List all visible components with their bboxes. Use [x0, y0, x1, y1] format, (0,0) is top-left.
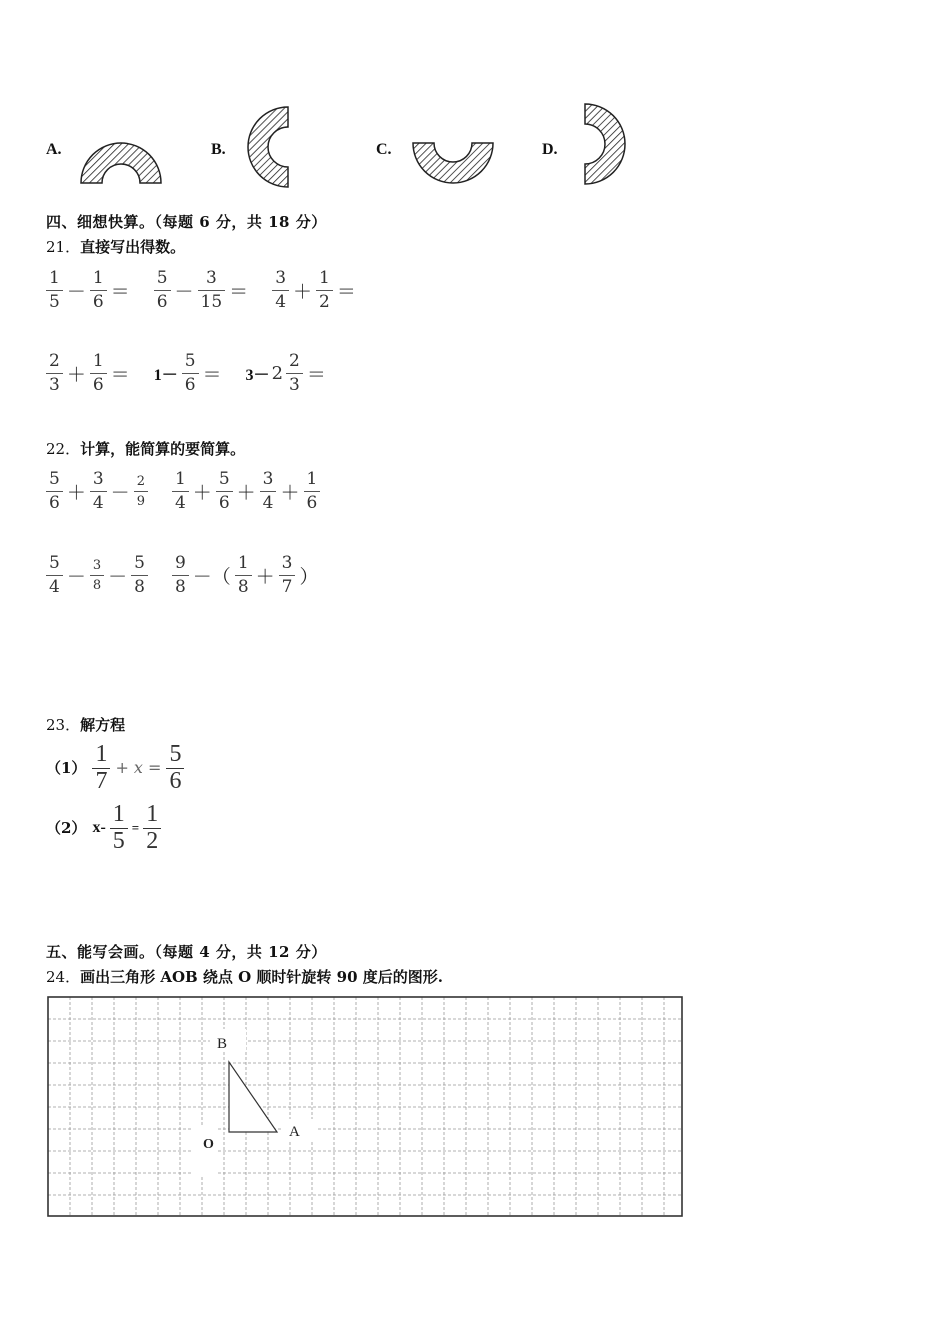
- operator: ＋: [66, 364, 86, 386]
- operator: －（: [192, 566, 231, 588]
- q24-number: 24．: [46, 968, 81, 986]
- fraction: $\frac{5}{8}$: [131, 555, 148, 596]
- fraction: $\frac{5}{6}$: [182, 353, 199, 394]
- option-c-label[interactable]: C.: [376, 141, 392, 158]
- equals-sign: ＝: [110, 364, 130, 386]
- close-paren: ）: [299, 566, 319, 588]
- label-patch: [210, 1029, 246, 1051]
- lead-term: x-: [92, 818, 106, 836]
- fraction: $\frac{1}{2}$: [143, 802, 161, 853]
- equals-sign: ＝: [202, 364, 222, 386]
- grid-border: [48, 997, 682, 1216]
- operator: ＋: [192, 482, 212, 504]
- option-d-shape: [585, 104, 625, 184]
- q22-title: [46, 438, 245, 459]
- q22-row2: [44, 555, 321, 596]
- fraction: $\frac{1}{6}$: [90, 270, 107, 311]
- point-b-label: B: [217, 1036, 228, 1052]
- label-patch: [282, 1119, 318, 1141]
- option-d-label[interactable]: D.: [542, 141, 558, 158]
- q21-row1: [44, 270, 358, 311]
- q23-number: 23．: [46, 716, 81, 734]
- rotation-grid: [46, 995, 686, 1220]
- q22-text: 计算，能简算的要简算。: [80, 440, 246, 458]
- q21-row2: [44, 353, 328, 394]
- option-b-shape: [248, 107, 288, 187]
- triangle-aob: [229, 1062, 277, 1132]
- label-patch: [191, 1127, 217, 1177]
- section-4-title: 四、细想快算。（每题 6 分，共 18 分）: [46, 213, 327, 231]
- section-5-title: 五、能写会画。（每题 4 分，共 12 分）: [46, 943, 327, 961]
- operator: ＋: [255, 566, 275, 588]
- fraction: $\frac{1}{5}$: [46, 270, 63, 311]
- fraction: $\frac{3}{8}$: [90, 559, 104, 592]
- q21-text: 直接写出得数。: [80, 238, 186, 256]
- fraction: $\frac{1}{4}$: [172, 471, 189, 512]
- mixed-whole: 2: [271, 363, 284, 384]
- fraction: $\frac{3}{7}$: [279, 555, 296, 596]
- operator: ＋: [66, 482, 86, 504]
- grid-lines: [48, 997, 682, 1216]
- fraction: $\frac{3}{15}$: [198, 270, 226, 311]
- q24-text: 画出三角形 AOB 绕点 O 顺时针旋转 90 度后的图形.: [80, 968, 443, 986]
- fraction: $\frac{9}{8}$: [172, 555, 189, 596]
- equation-label: （1）: [46, 759, 87, 777]
- operator: ＋: [293, 281, 313, 303]
- operator: －: [108, 566, 128, 588]
- equation-middle: + x =: [115, 758, 162, 777]
- point-o-label: O: [203, 1137, 214, 1152]
- fraction: $\frac{5}{6}$: [166, 742, 184, 793]
- option-b-label[interactable]: B.: [211, 141, 226, 158]
- q23-text: 解方程: [80, 716, 126, 734]
- equals-sign: ＝: [229, 281, 249, 303]
- equals-sign: ＝: [336, 281, 356, 303]
- option-a-label[interactable]: A.: [46, 141, 62, 158]
- fraction: $\frac{3}{4}$: [272, 270, 289, 311]
- fraction: $\frac{1}{2}$: [316, 270, 333, 311]
- fraction: $\frac{1}{7}$: [92, 742, 110, 793]
- lead-term: 1－: [153, 367, 178, 384]
- fraction: $\frac{2}{9}$: [134, 475, 148, 508]
- operator: －: [174, 281, 194, 303]
- point-a-label: A: [289, 1124, 300, 1140]
- fraction: $\frac{5}{4}$: [46, 555, 63, 596]
- option-c-shape: [413, 143, 493, 183]
- operator: －: [66, 281, 86, 303]
- q23-equation-2: [46, 802, 163, 853]
- q22-row1: [44, 471, 322, 512]
- fraction: $\frac{1}{6}$: [304, 471, 321, 512]
- option-a-shape: [81, 143, 161, 183]
- q24-title: [46, 966, 443, 987]
- q22-number: 22．: [46, 440, 81, 458]
- options-figures: [0, 95, 700, 195]
- q23-title: [46, 714, 125, 735]
- equation-label: （2）: [46, 819, 87, 837]
- equals-sign: ＝: [110, 281, 130, 303]
- equals-sign: ＝: [306, 364, 326, 386]
- fraction: $\frac{1}{6}$: [90, 353, 107, 394]
- fraction: $\frac{2}{3}$: [286, 353, 303, 394]
- fraction: $\frac{1}{8}$: [235, 555, 252, 596]
- fraction: $\frac{1}{5}$: [110, 802, 128, 853]
- q21-title: [46, 236, 185, 257]
- lead-term: 3－: [245, 367, 270, 384]
- fraction: $\frac{5}{6}$: [216, 471, 233, 512]
- q21-number: 21．: [46, 238, 81, 256]
- fraction: $\frac{3}{4}$: [90, 471, 107, 512]
- operator: ＋: [280, 482, 300, 504]
- operator: －: [110, 482, 130, 504]
- fraction: $\frac{5}{6}$: [154, 270, 171, 311]
- equation-middle: =: [131, 819, 140, 835]
- fraction: $\frac{2}{3}$: [46, 353, 63, 394]
- q23-equation-1: [46, 742, 186, 793]
- operator: －: [66, 566, 86, 588]
- fraction: $\frac{5}{6}$: [46, 471, 63, 512]
- fraction: $\frac{3}{4}$: [260, 471, 277, 512]
- operator: ＋: [236, 482, 256, 504]
